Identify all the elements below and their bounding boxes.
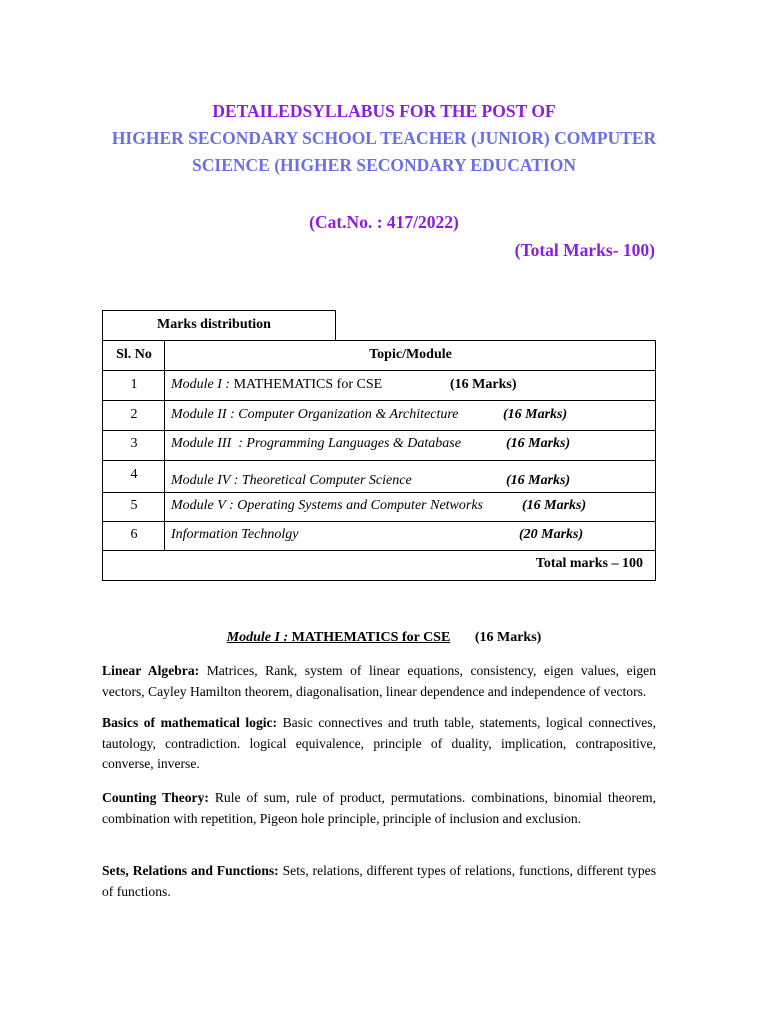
- table-row-marks: (20 Marks): [519, 527, 584, 542]
- row-divider: [102, 492, 656, 493]
- module-title: Theoretical Computer Science: [241, 473, 412, 488]
- paragraph-heading: Linear Algebra:: [102, 663, 200, 678]
- table-row-sl: 2: [130, 407, 138, 422]
- table-row-topic: [171, 407, 459, 423]
- row-divider: [102, 550, 656, 551]
- table-row-marks: (16 Marks): [450, 377, 517, 392]
- module-title: Information Technolgy: [171, 527, 299, 542]
- table-row-marks: (16 Marks): [506, 473, 571, 488]
- table-row-marks: (16 Marks): [522, 498, 587, 513]
- doc-subtitle-line1: HIGHER SECONDARY SCHOOL TEACHER (JUNIOR) COMPUTER: [111, 128, 657, 148]
- module-label: Module IV :: [171, 473, 242, 488]
- table-row-sl: 4: [130, 467, 138, 482]
- syllabus-paragraph: [102, 861, 656, 902]
- doc-subtitle-line2: SCIENCE (HIGHER SECONDARY EDUCATION: [192, 155, 576, 175]
- module-title: Computer Organization & Architecture: [238, 407, 459, 422]
- paragraph-text: Matrices, Rank, system of linear equations, consistency, eigen values, eigen vectors, Cayley Hamilton theorem, diagonalisation, linear dependence and independence of vectors.: [102, 663, 657, 699]
- module-heading-marks: (16 Marks): [474, 630, 542, 645]
- table-row-topic: [171, 527, 298, 543]
- syllabus-paragraph: [102, 788, 656, 829]
- paragraph-text: Sets, relations, different types of relations, functions, different types of functions.: [102, 863, 657, 899]
- syllabus-paragraph: [102, 713, 656, 775]
- table-row-sl: 3: [130, 436, 138, 451]
- doc-title: DETAILEDSYLLABUS FOR THE POST OF: [212, 101, 556, 121]
- table-row-topic: [171, 436, 461, 452]
- paragraph-text: Rule of sum, rule of product, permutations. combinations, binomial theorem, combination with repetition, Pigeon hole principle, principle of inclusion and exclusion.: [102, 790, 656, 826]
- total-marks: (Total Marks- 100): [514, 240, 655, 260]
- column-header-topic: Topic/Module: [369, 347, 452, 362]
- module-title: Programming Languages & Database: [246, 436, 461, 451]
- paragraph-heading: Sets, Relations and Functions:: [102, 863, 279, 878]
- table-row-topic: [171, 377, 382, 393]
- row-divider: [102, 430, 656, 431]
- table-row-topic: [171, 498, 483, 514]
- table-row-sl: 5: [130, 498, 138, 513]
- category-number: (Cat.No. : 417/2022): [309, 212, 459, 232]
- module-heading-label: Module I :: [226, 630, 292, 645]
- column-header-sl: Sl. No: [116, 347, 152, 362]
- table-total: Total marks – 100: [535, 556, 643, 571]
- paragraph-text: Basic connectives and truth table, statements, logical connectives, tautology, contradiction. logical equivalence, principle of duality, implication, contrapositive, converse, inverse.: [102, 715, 656, 771]
- row-divider: [102, 370, 656, 371]
- row-divider: [102, 460, 656, 461]
- module-heading-name: MATHEMATICS for CSE: [291, 630, 451, 645]
- table-caption-box: [102, 310, 336, 341]
- paragraph-heading: Counting Theory:: [102, 790, 209, 805]
- module-title: Operating Systems and Computer Networks: [237, 498, 483, 513]
- row-divider: [102, 400, 656, 401]
- paragraph-heading: Basics of mathematical logic:: [102, 715, 278, 730]
- syllabus-paragraph: [102, 661, 656, 702]
- row-divider: [102, 521, 656, 522]
- table-row-marks: (16 Marks): [506, 436, 571, 451]
- table-caption: Marks distribution: [157, 317, 271, 332]
- module-title: MATHEMATICS for CSE: [233, 377, 383, 392]
- module-label: Module I :: [171, 377, 234, 392]
- table-row-sl: 1: [130, 377, 138, 392]
- module-label: Module V :: [171, 498, 238, 513]
- table-row-sl: 6: [130, 527, 138, 542]
- module-label: Module III :: [171, 436, 247, 451]
- module-heading-title: [227, 630, 451, 645]
- table-row-topic: [171, 473, 412, 489]
- table-row-marks: (16 Marks): [503, 407, 568, 422]
- module-heading: [0, 630, 768, 646]
- module-label: Module II :: [171, 407, 239, 422]
